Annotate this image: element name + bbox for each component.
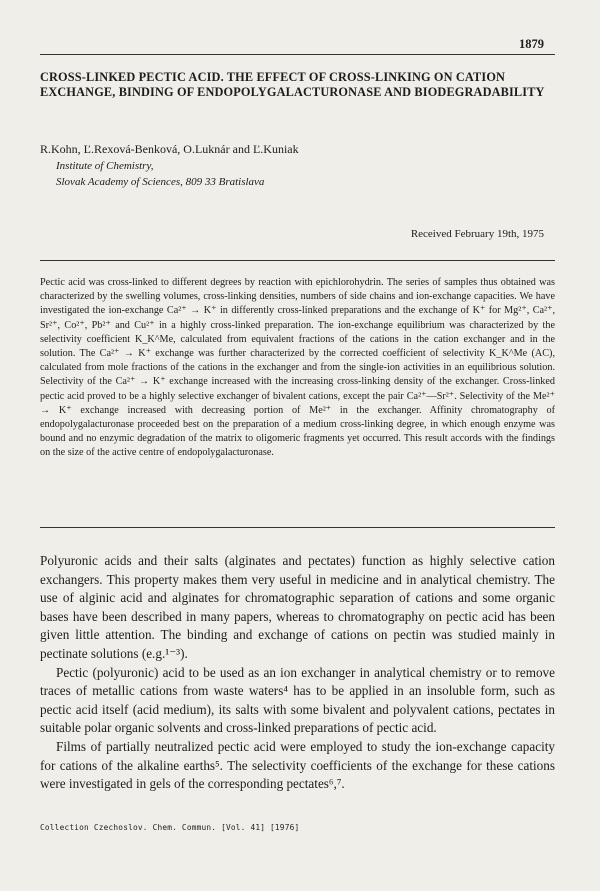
- article-title: CROSS-LINKED PECTIC ACID. THE EFFECT OF CROSS-LINKING ON CATION EXCHANGE, BINDING OF ENDOPOLYGALACTURONASE AND BIODEGRADABILITY: [40, 70, 545, 99]
- abstract-bottom-rule: [40, 527, 555, 528]
- header-rule: [40, 54, 555, 55]
- received-date: Received February 19th, 1975: [410, 228, 544, 240]
- body-paragraph: Pectic (polyuronic) acid to be used as an ion exchanger in analytical chemistry or to remove traces of metallic cations from waste waters⁴ has to be applied in an insoluble form, such as pectic acid itself (acid medium), its salts with some bivalent and polyvalent cations, pectates in suitable polar organic solvents and cross-linked preparations of pectic acid.: [40, 664, 555, 736]
- authors: R.Kohn, Ľ.Rexová-Benková, O.Luknár and Ľ.Kuniak: [40, 142, 299, 156]
- page-number: 1879: [519, 37, 544, 51]
- abstract: Pectic acid was cross-linked to different degrees by reaction with epichlorohydrin. The series of samples thus obtained was characterized by the swelling volumes, cross-linking densities, numbers of side chains and ion-exchange capacities. We have investigated the ion-exchange Ca²⁺ → K⁺ in differently cross-linked preparations and the exchange of K⁺ for Mg²⁺, Ca²⁺, Sr²⁺, Co²⁺, Pb²⁺ and Cu²⁺ in a highly cross-linked preparation. The ion-exchange equilibrium was characterized by the selectivity coefficient K_K^Me, calculated from equivalent fractions of the cations in the cation exchanger and in the solution. The Ca²⁺ → K⁺ exchange was further characterized by the corrected coefficient of selectivity K_K^Me (AC), calculated from mole fractions of the cations in the exchanger and from the single-ion activities in an equilibrious solution. Selectivity of the Ca²⁺ → K⁺ exchange increased with the increasing cross-linking density of the exchanger. Cross-linked pectic acid proved to be a highly selective exchanger of bivalent cations, except the pair Ca²⁺—Sr²⁺. Selectivity of the Me²⁺ → K⁺ exchange increased with decreasing portion of Me²⁺ in the exchanger. Affinity chromatography of endopolygalacturonase proceeded best on the preparation of a medium cross-linking degree, in which enough enzyme was bound and no enzymic degradation of the matrix to oligomeric fragments yet occurred. This result accords with the findings on the size of the active centre of endopolygalacturonase.: [40, 277, 555, 459]
- affiliation: [56, 158, 264, 190]
- body-paragraph: Films of partially neutralized pectic acid were employed to study the ion-exchange capacity for cations of the alkaline earths⁵. The selectivity coefficients of the exchange for these cations were investigated in gels of the corresponding pectates⁶,⁷.: [40, 738, 555, 792]
- journal-footer: Collection Czechoslov. Chem. Commun. [Vol. 41] [1976]: [40, 823, 300, 832]
- article-body: [40, 552, 555, 794]
- affiliation-line: Slovak Academy of Sciences, 809 33 Bratislava: [56, 176, 265, 188]
- body-paragraph: Polyuronic acids and their salts (alginates and pectates) function as highly selective cation exchangers. This property makes them very useful in medicine and in analytical chemistry. The use of alginic acid and alginates for chromatographic separation of cations and some organic bases have been described in many papers, whereas to chromatography on pectic acid has been given little attention. The binding and exchange of cations on pectin was studied mainly in pectinate solutions (e.g.¹⁻³).: [40, 553, 555, 661]
- abstract-top-rule: [40, 260, 555, 261]
- affiliation-line: Institute of Chemistry,: [56, 160, 154, 172]
